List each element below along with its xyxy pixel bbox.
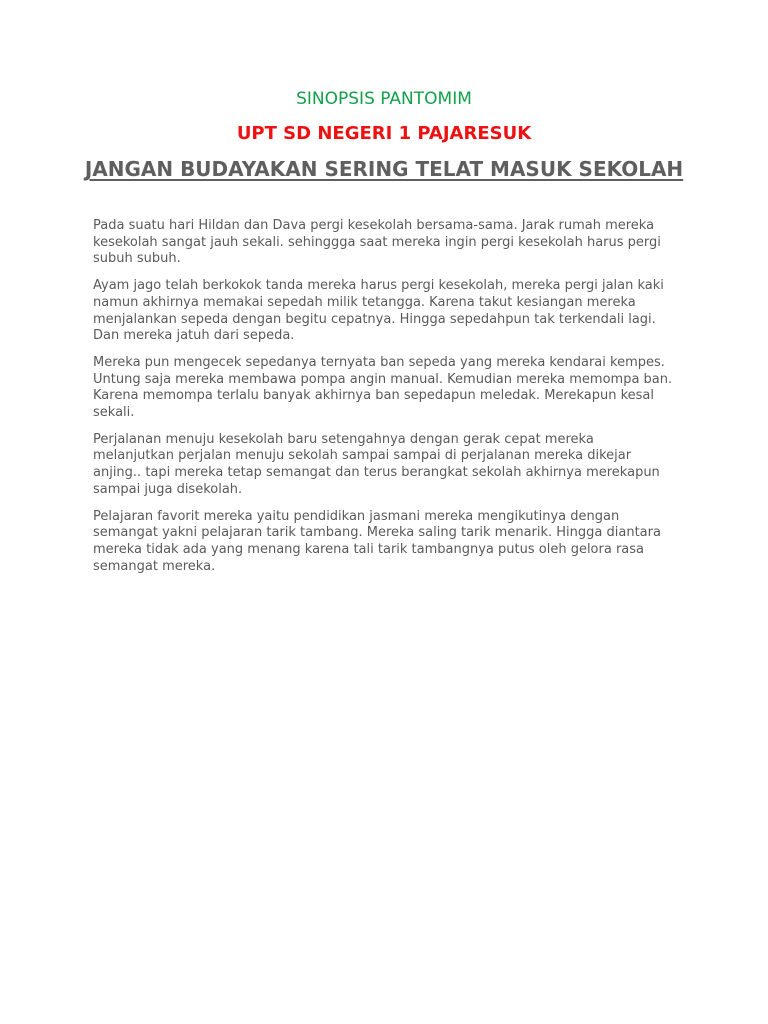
paragraph-3: Mereka pun mengecek sepedanya ternyata ban sepeda yang mereka kendarai kempes. Untung saja mereka membawa pompa angin manual. Kemudian mereka memompa ban. Karena memompa terlalu banyak akhirnya ban sepedapun meledak. Merekapun kesal sekali. (93, 354, 673, 421)
paragraph-1: Pada suatu hari Hildan dan Dava pergi kesekolah bersama-sama. Jarak rumah mereka kesekolah sangat jauh sekali. sehinggga saat mereka ingin pergi kesekolah harus pergi subuh subuh. (93, 218, 661, 267)
paragraph-2: Ayam jago telah berkokok tanda mereka harus pergi kesekolah, mereka pergi jalan kaki namun akhirnya memakai sepedah milik tetangga. Karena takut kesiangan mereka menjalankan sepeda dengan begitu cepatnya. Hingga sepedahpun tak terkendali lagi. Dan mereka jatuh dari sepeda. (93, 278, 664, 344)
story-title: JANGAN BUDAYAKAN SERING TELAT MASUK SEKOLAH (84, 157, 684, 181)
synopsis-body (93, 218, 678, 585)
school-name-heading: UPT SD NEGERI 1 PAJARESUK (236, 123, 532, 144)
synopsis-heading: SINOPSIS PANTOMIM (296, 89, 472, 109)
paragraph-4: Perjalanan menuju kesekolah baru setengahnya dengan gerak cepat mereka melanjutkan perjalan menuju sekolah sampai sampai di perjalanan mereka dikejar anjing.. tapi mereka tetap semangat dan terus berangkat sekolah akhirnya merekapun sampai juga disekolah. (93, 431, 660, 497)
paragraph-5: Pelajaran favorit mereka yaitu pendidikan jasmani mereka mengikutinya dengan semangat yakni pelajaran tarik tambang. Mereka saling tarik menarik. Hingga diantara mereka tidak ada yang menang karena tali tarik tambangnya putus oleh gelora rasa semangat mereka. (93, 508, 661, 574)
